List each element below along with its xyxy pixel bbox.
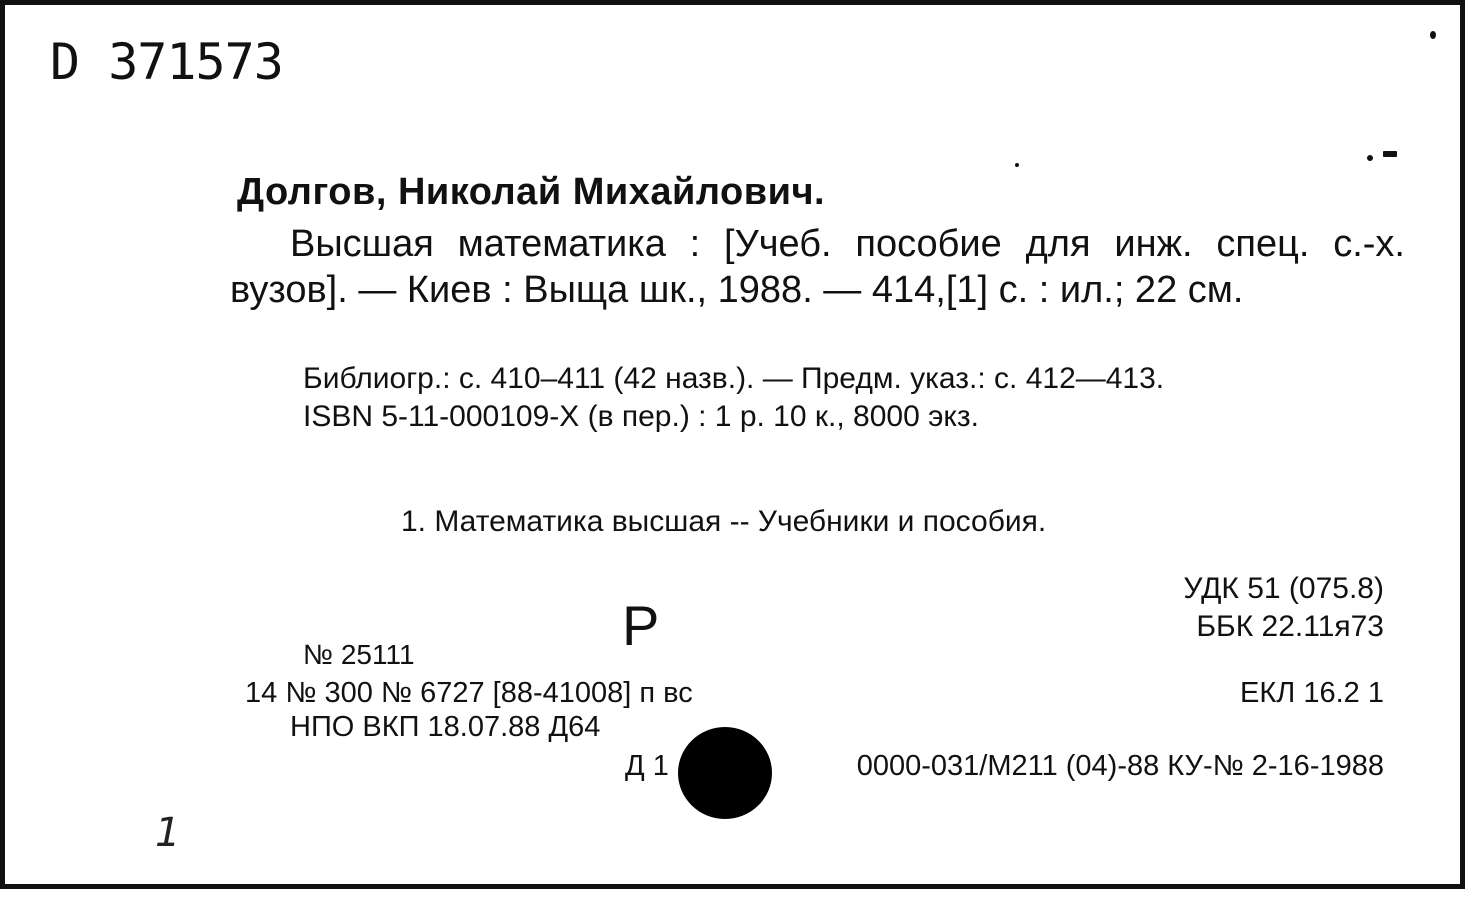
bbk-code: ББК 22.11я73 [1196, 610, 1384, 643]
npo-line: НПО ВКП 18.07.88 Д64 [290, 711, 601, 743]
d-code-prefix: Д 1 [625, 750, 669, 782]
ekl-code: ЕКЛ 16.2 1 [1240, 677, 1384, 709]
classification-block [1183, 570, 1384, 646]
ink-speck [1367, 155, 1373, 161]
r-mark: Р [622, 594, 660, 657]
pencil-mark: 1 [155, 810, 181, 856]
title-description: Высшая математика : [Учеб. пособие для инж. спец. с.-х. вузов]. — Киев : Выща шк., 1988. — 414,[1] с. : ил.; 22 см. [230, 223, 1405, 311]
udk-code: УДК 51 (075.8) [1183, 572, 1384, 605]
author-heading: Долгов, Николай Михайлович. [237, 171, 826, 213]
ink-speck [1430, 31, 1436, 39]
punch-hole [678, 727, 772, 819]
d-code-suffix: 0000-031/М211 (04)-88 КУ-№ 2-16-1988 [856, 750, 1384, 782]
ink-speck [1015, 163, 1019, 167]
catalog-number: D 371573 [50, 33, 283, 91]
subject-heading: 1. Математика высшая -- Учебники и пособия. [401, 505, 1047, 538]
notes-block [303, 360, 1164, 436]
print-order-line: 14 № 300 № 6727 [88-41008] п вс [245, 677, 693, 709]
isbn-line: ISBN 5-11-000109-X (в пер.) : 1 р. 10 к., 8000 экз. [303, 400, 979, 433]
accession-number: № 25111 [303, 639, 415, 670]
bibliography-note: Библиогр.: с. 410–411 (42 назв.). — Предм. указ.: с. 412—413. [303, 362, 1165, 395]
ink-speck [1383, 151, 1397, 157]
